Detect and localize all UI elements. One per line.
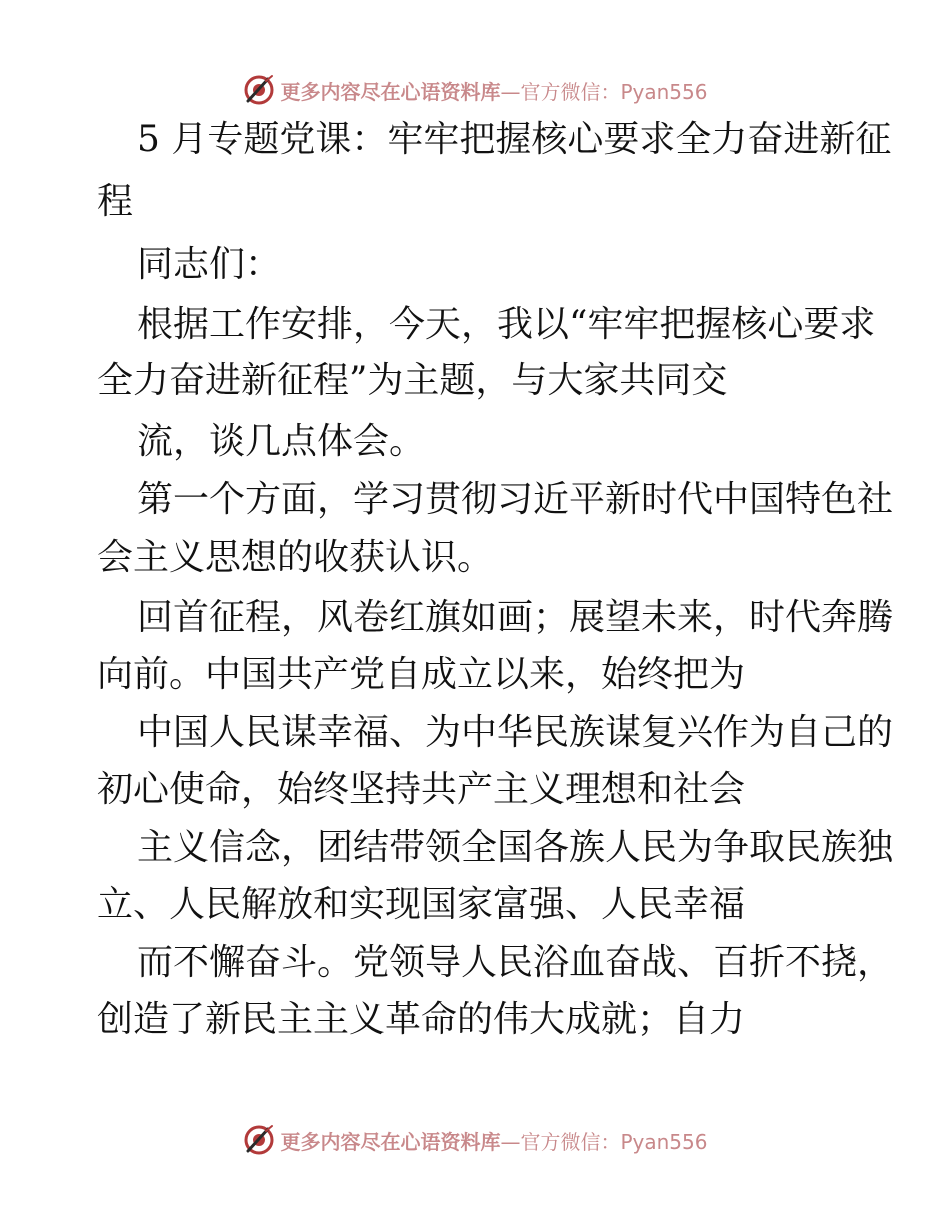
- paragraph-line: 初心使命，始终坚持共产主义理想和社会: [97, 769, 746, 810]
- header-watermark: [0, 70, 950, 110]
- paragraph-line: 主义信念，团结带领全国各族人民为争取民族独: [137, 827, 894, 868]
- paragraph-line: 回首征程，风卷红旗如画；展望未来，时代奔腾: [137, 597, 894, 638]
- brush-logo-icon: [242, 73, 276, 107]
- section-heading-cont: 会主义思想的收获认识。: [97, 537, 494, 578]
- paragraph-line: 立、人民解放和实现国家富强、人民幸福: [97, 884, 746, 925]
- paragraph-line: 中国人民谋幸福、为中华民族谋复兴作为自己的: [137, 712, 894, 753]
- document-title-cont: 程: [97, 181, 134, 222]
- salutation: 同志们：: [137, 244, 282, 285]
- watermark-sub-text: —官方微信：Pyan556: [500, 79, 708, 104]
- footer-watermark: [0, 1120, 950, 1160]
- watermark-main-text: 更多内容尽在心语资料库: [280, 1129, 501, 1154]
- paragraph-line: 创造了新民主主义革命的伟大成就；自力: [97, 999, 746, 1040]
- paragraph-line: 根据工作安排，今天，我以“牢牢把握核心要求: [137, 304, 876, 345]
- paragraph-line: 而不懈奋斗。党领导人民浴血奋战、百折不挠，: [137, 942, 894, 983]
- paragraph-line: 向前。中国共产党自成立以来，始终把为: [97, 654, 746, 695]
- watermark-sub-text: —官方微信：Pyan556: [500, 1129, 708, 1154]
- document-title: 5 月专题党课：牢牢把握核心要求全力奋进新征: [137, 119, 892, 160]
- watermark-main-text: 更多内容尽在心语资料库: [280, 79, 501, 104]
- paragraph-line: 全力奋进新征程”为主题，与大家共同交: [97, 360, 728, 401]
- paragraph-line: 流，谈几点体会。: [137, 421, 426, 462]
- section-heading: 第一个方面，学习贯彻习近平新时代中国特色社: [137, 479, 894, 520]
- brush-logo-icon: [242, 1123, 276, 1157]
